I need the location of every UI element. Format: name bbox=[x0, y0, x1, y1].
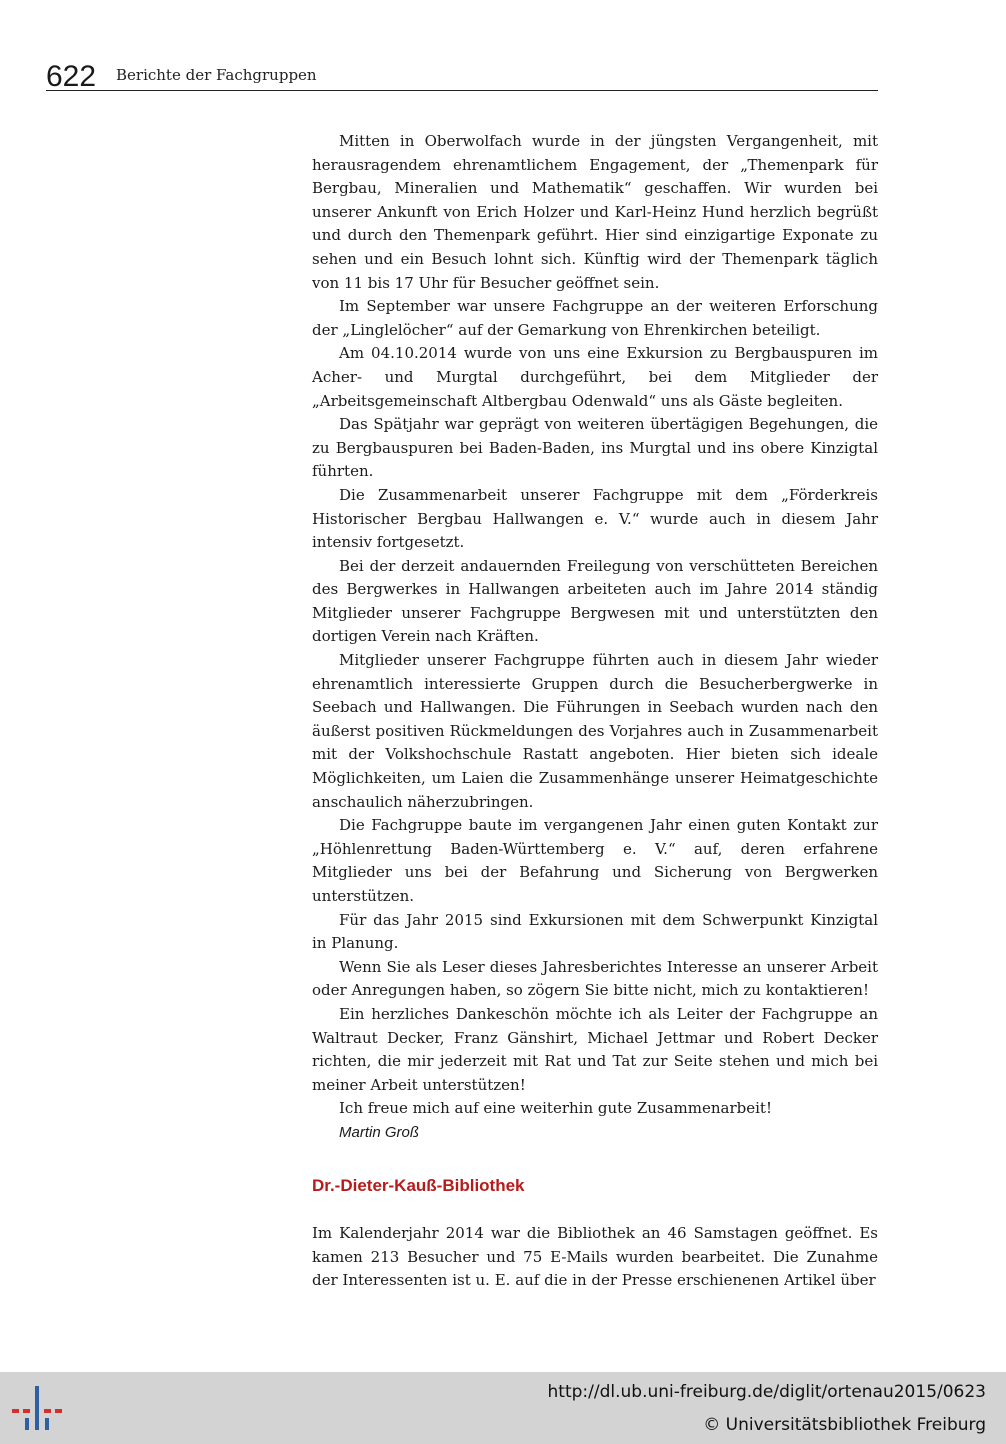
section-heading: Dr.-Dieter-Kauß-Bibliothek bbox=[312, 1176, 525, 1195]
ub-freiburg-logo-icon bbox=[10, 1382, 64, 1434]
paragraph: Für das Jahr 2015 sind Exkursionen mit dem Schwerpunkt Kinzigtal in Planung. bbox=[312, 910, 878, 953]
paragraph: Ich freue mich auf eine weiterhin gute Zusammenarbeit! bbox=[339, 1099, 772, 1118]
paragraph: Im Kalenderjahr 2014 war die Bibliothek an 46 Samstagen geöffnet. Es kamen 213 Besucher und 75 E-Mails wurden bearbeitet. Die Zunahme der Interessenten ist u. E. auf die in der Presse erschienenen Artikel über bbox=[312, 1224, 878, 1290]
page-number: 622 bbox=[46, 60, 97, 93]
paragraph: Ein herzliches Dankeschön möchte ich als Leiter der Fachgruppe an Waltraut Decker, Franz Gänshirt, Michael Jettmar und Robert Decker richten, die mir jederzeit mit Rat und Tat zur Seite stehen und mich bei meiner Arbeit unterstützen! bbox=[312, 1004, 878, 1094]
section-text bbox=[312, 1222, 878, 1293]
source-url-link[interactable]: http://dl.ub.uni-freiburg.de/diglit/ortenau2015/0623 bbox=[547, 1382, 986, 1402]
main-text bbox=[312, 130, 878, 1145]
paragraph: Bei der derzeit andauernden Freilegung von verschütteten Bereichen des Bergwerkes in Hallwangen arbeiteten auch im Jahre 2014 ständig Mitglieder unserer Fachgruppe Bergwesen mit und unterstützten den dortigen Verein nach Kräften. bbox=[312, 556, 878, 646]
paragraph: Im September war unsere Fachgruppe an der weiteren Erforschung der „Linglelöcher“ auf der Gemarkung von Ehrenkirchen beteiligt. bbox=[312, 297, 878, 339]
paragraph: Am 04.10.2014 wurde von uns eine Exkursion zu Bergbauspuren im Acher- und Murgtal durchgeführt, bei dem Mitglieder der „Arbeitsgemeinschaft Altbergbau Odenwald“ uns als Gäste begleiten. bbox=[312, 344, 878, 410]
paragraph: Mitten in Oberwolfach wurde in der jüngsten Vergangenheit, mit herausragendem ehrenamtlichem Engagement, der „Themenpark für Bergbau, Mineralien und Mathematik“ geschaffen. Wir wurden bei unserer Ankunft von Erich Holzer und Karl-Heinz Hund herzlich begrüßt und durch den Themenpark geführt. Hier sind einzigartige Exponate zu sehen und ein Besuch lohnt sich. Künftig wird der Themenpark täglich von 11 bis 17 Uhr für Besucher geöffnet sein. bbox=[312, 132, 878, 292]
running-head: Berichte der Fachgruppen bbox=[116, 66, 317, 84]
paragraph: Die Zusammenarbeit unserer Fachgruppe mit dem „Förderkreis Historischer Bergbau Hallwangen e. V.“ wurde auch in diesem Jahr intensiv fortgesetzt. bbox=[312, 485, 878, 552]
page-header bbox=[46, 58, 878, 91]
paragraph: Die Fachgruppe baute im vergangenen Jahr einen guten Kontakt zur „Höhlenrettung Baden-Württemberg e. V.“ auf, deren erfahrene Mitglieder uns bei der Befahrung und Sicherung von Bergwerken unterstützen. bbox=[312, 816, 878, 905]
paragraph: Das Spätjahr war geprägt von weiteren übertägigen Begehungen, die zu Bergbauspuren bei Baden-Baden, ins Murgtal und ins obere Kinzigtal führten. bbox=[312, 415, 878, 481]
paragraph: Wenn Sie als Leser dieses Jahresberichtes Interesse an unserer Arbeit oder Anregungen haben, so zögern Sie bitte nicht, mich zu kontaktieren! bbox=[312, 957, 878, 1000]
author-signature: Martin Groß bbox=[339, 1123, 420, 1141]
copyright-notice: © Universitätsbibliothek Freiburg bbox=[703, 1415, 986, 1435]
footer-bar bbox=[0, 1372, 1006, 1444]
paragraph: Mitglieder unserer Fachgruppe führten auch in diesem Jahr wieder ehrenamtlich interessierte Gruppen durch die Besucherbergwerke in Seebach und Hallwangen. Die Führungen in Seebach wurden nach den äußerst positiven Rückmeldungen des Vorjahres auch in Zusammenarbeit mit der Volkshochschule Rastatt angeboten. Hier bieten sich ideale Möglichkeiten, um Laien die Zusammenhänge unserer Heimatgeschichte anschaulich näherzubringen. bbox=[312, 651, 878, 811]
